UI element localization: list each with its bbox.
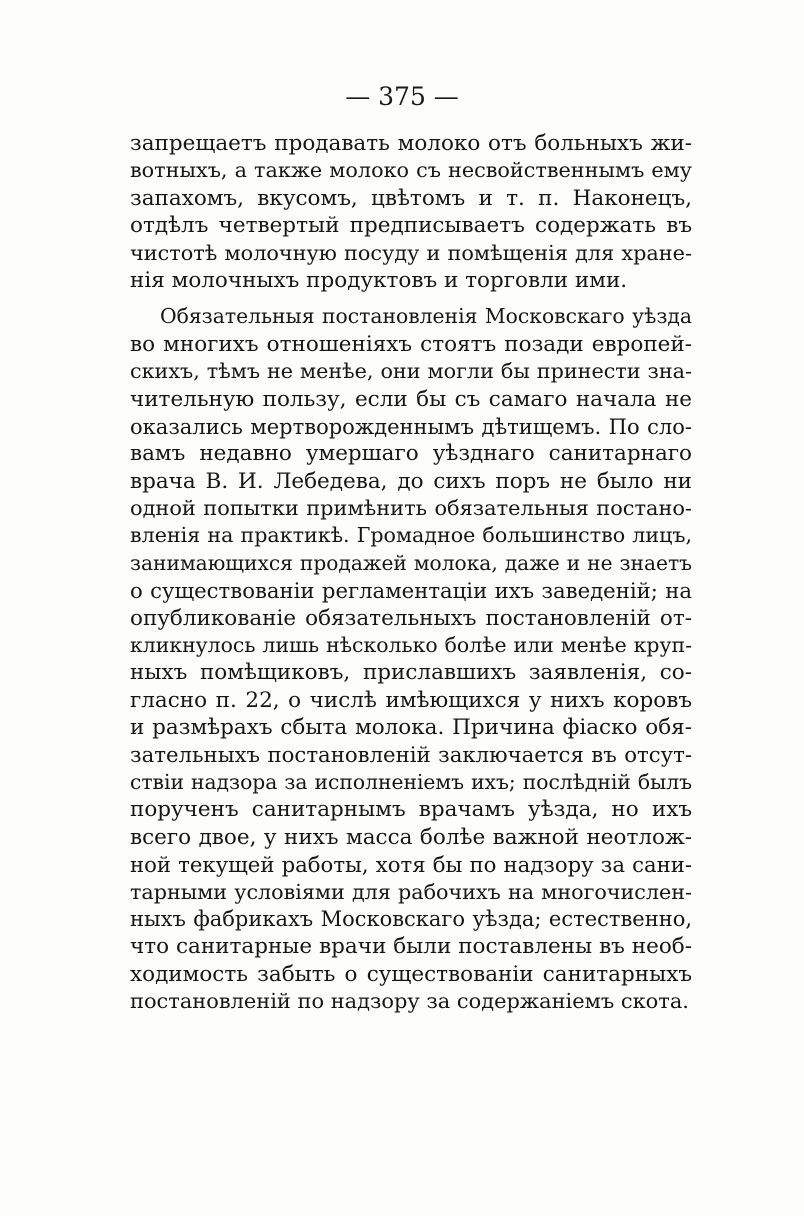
text-line: и размѣрахъ сбыта молока. Причина фіаско обя- — [130, 715, 692, 741]
paragraph-2 — [130, 303, 692, 1015]
text-line: ныхъ помѣщиковъ, приславшихъ заявленія, со- — [130, 660, 692, 686]
text-line: тарными условіями для рабочихъ на многочислен- — [130, 879, 692, 904]
text-line: ствіи надзора за исполненіемъ ихъ; послѣдній былъ — [130, 769, 692, 794]
body-text — [130, 130, 692, 1016]
text-line: одной попытки примѣнить обязательныя постано- — [130, 496, 692, 521]
text-line: отдѣлъ четвертый предписываетъ содержать въ — [130, 213, 692, 239]
text-line: чительную пользу, если бы съ самаго начала не — [130, 386, 692, 412]
text-line: вамъ недавно умершаго уѣзднаго санитарнаго — [130, 441, 692, 467]
text-line: нія молочныхъ продуктовъ и торговли ими. — [130, 267, 628, 293]
text-line: что санитарные врачи были поставлены въ необ- — [130, 934, 692, 960]
text-line: вленія на практикѣ. Громадное большинство лицъ, — [130, 523, 692, 548]
text-line: запрещаетъ продавать молоко отъ больныхъ жи- — [130, 131, 692, 156]
text-line: зательныхъ постановленій заключается въ отсут- — [130, 742, 692, 768]
text-line: занимающихся продажей молока, даже и не знаетъ — [130, 550, 692, 575]
text-line: ходимость забыть о существованіи санитарныхъ — [130, 961, 692, 987]
page-number: — 375 — — [345, 82, 459, 111]
paragraph-1 — [130, 130, 692, 294]
text-line: запахомъ, вкусомъ, цвѣтомъ и т. п. Наконецъ, — [130, 185, 692, 211]
text-line: кликнулось лишь нѣсколько болѣе или менѣе круп- — [130, 633, 692, 658]
paragraph-spacer — [130, 294, 692, 303]
text-line: гласно п. 22, о числѣ имѣющихся у нихъ коровъ — [130, 687, 692, 713]
text-line: скихъ, тѣмъ не менѣе, они могли бы принести зна- — [130, 359, 692, 384]
text-line: порученъ санитарнымъ врачамъ уѣзда, но ихъ — [130, 797, 692, 823]
text-line: чистотѣ молочную посуду и помѣщенія для хране- — [130, 240, 692, 265]
text-line: всего двое, у нихъ масса болѣе важной неотлож- — [130, 824, 692, 850]
text-line: опубликованіе обязательныхъ постановленій от- — [130, 605, 692, 631]
text-line: ной текущей работы, хотя бы по надзору за сани- — [130, 852, 692, 878]
text-line: о существованіи регламентаціи ихъ заведеній; на — [130, 578, 692, 604]
text-line: Обязательныя постановленія Московскаго уѣзда — [160, 304, 692, 329]
text-line: во многихъ отношеніяхъ стоятъ позади европей- — [130, 331, 692, 357]
text-line: постановленій по надзору за содержаніемъ скота. — [130, 989, 689, 1014]
text-line: ныхъ фабрикахъ Московскаго уѣзда; естественно, — [130, 906, 692, 931]
text-line: оказались мертворожденнымъ дѣтищемъ. По сло- — [130, 413, 692, 439]
text-line: врача В. И. Лебедева, до сихъ поръ не было ни — [130, 468, 692, 494]
text-line: вотныхъ, а также молоко съ несвойственнымъ ему — [130, 158, 692, 183]
